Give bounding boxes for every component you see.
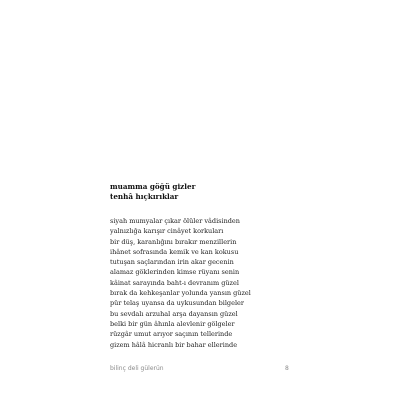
poem-title xyxy=(110,182,310,202)
poem-line: rüzgâr umut arıyor saçının tellerinde xyxy=(110,330,233,339)
page-number: 8 xyxy=(285,365,289,372)
poem-title-line-1: muamma göğü gizler xyxy=(110,182,196,191)
poem-title-line-2: tenhâ hıçkırıklar xyxy=(110,192,179,201)
poem-line: kâinat sarayında baht-ı devranım güzel xyxy=(110,278,239,287)
running-footer-title: bilinç deli gülerün xyxy=(110,365,164,372)
poem-line: ihânet sofrasında kemik ve kan kokusu xyxy=(110,247,239,256)
poem-line: yalnızlığa karışır cinâyet korkuları xyxy=(110,227,224,236)
poem-line: pür telaş uyansa da uykusundan bilgeler xyxy=(110,299,244,308)
poem-line: bu sevdalı arzuhal arşa dayansın güzel xyxy=(110,309,238,318)
poem-line: tutuşan saçlarından irin akar gecenin xyxy=(110,258,234,267)
poem-line: siyah mumyalar çıkar ölüler vâdisinden xyxy=(110,217,240,225)
poem-line: gizem hâlâ hicranlı bir bahar ellerinde xyxy=(110,340,238,349)
poem-body xyxy=(110,216,290,350)
poem-line: bırak da kehkeşanlar yolunda yansın güzel xyxy=(110,289,251,298)
poem-line: alamaz göklerinden kimse rüyanı senin xyxy=(110,268,240,277)
poem-line: belki bir gün âhınla alevlenir gölgeler xyxy=(110,319,235,328)
poem-line: bir düş, karanlığını bırakır menzillerin xyxy=(110,237,237,246)
